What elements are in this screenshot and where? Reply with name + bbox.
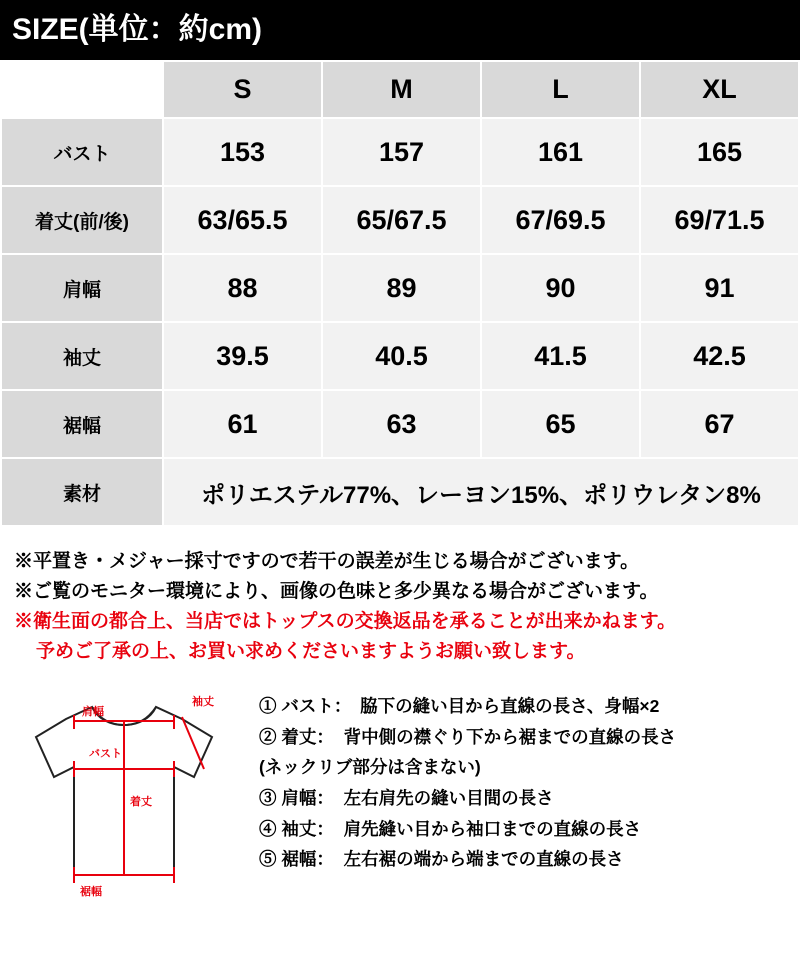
cell-length-l: 67/69.5 <box>481 186 640 254</box>
column-header-xl: XL <box>640 61 799 118</box>
diagram-label-shoulder: 肩幅 <box>82 706 104 719</box>
legend-list <box>249 685 800 875</box>
page-title-bar <box>0 0 800 60</box>
cell-length-s: 63/65.5 <box>163 186 322 254</box>
diagram-label-hem: 裾幅 <box>80 886 102 899</box>
table-row <box>1 186 799 254</box>
cell-bust-s: 153 <box>163 118 322 186</box>
measurement-guide <box>0 685 800 920</box>
cell-length-xl: 69/71.5 <box>640 186 799 254</box>
legend-item: ① バスト： 脇下の縫い目から直線の長さ、身幅×2 <box>259 696 660 717</box>
table-row-material <box>1 458 799 526</box>
row-label-hem: 裾幅 <box>1 390 163 458</box>
cell-sleeve-xl: 42.5 <box>640 322 799 390</box>
size-table <box>0 60 800 527</box>
column-header-s: S <box>163 61 322 118</box>
cell-material-value: ポリエステル77%、レーヨン15%、ポリウレタン8% <box>163 458 799 526</box>
row-label-bust: バスト <box>1 118 163 186</box>
page-title: SIZE(単位：約cm) <box>12 13 263 46</box>
legend-item: ⑤ 裾幅： 左右裾の端から端までの直線の長さ <box>259 849 624 870</box>
table-row <box>1 254 799 322</box>
cell-shoulder-m: 89 <box>322 254 481 322</box>
tshirt-diagram-svg <box>14 685 249 915</box>
legend-item: ② 着丈： 背中側の襟ぐり下から裾までの直線の長さ <box>259 726 677 747</box>
table-row <box>1 322 799 390</box>
cell-bust-xl: 165 <box>640 118 799 186</box>
cell-sleeve-l: 41.5 <box>481 322 640 390</box>
cell-sleeve-m: 40.5 <box>322 322 481 390</box>
table-corner-cell <box>1 61 163 118</box>
cell-length-m: 65/67.5 <box>322 186 481 254</box>
note-line: ※ご覧のモニター環境により、画像の色味と多少異なる場合がございます。 <box>14 581 659 603</box>
legend-item: ④ 袖丈： 肩先縫い目から袖口までの直線の長さ <box>259 818 642 839</box>
diagram-label-sleeve: 袖丈 <box>192 696 214 709</box>
table-row <box>1 390 799 458</box>
cell-hem-xl: 67 <box>640 390 799 458</box>
note-line: 予めご了承の上、お買い求めくださいますようお願い致します。 <box>36 641 586 663</box>
cell-bust-m: 157 <box>322 118 481 186</box>
row-label-sleeve: 袖丈 <box>1 322 163 390</box>
diagram-label-length: 着丈 <box>130 796 152 809</box>
notes-block <box>0 547 800 667</box>
cell-hem-l: 65 <box>481 390 640 458</box>
table-row <box>1 118 799 186</box>
row-label-shoulder: 肩幅 <box>1 254 163 322</box>
row-label-length: 着丈(前/後) <box>1 186 163 254</box>
diagram-label-bust: バスト <box>89 748 122 761</box>
table-header-row <box>1 61 799 118</box>
column-header-l: L <box>481 61 640 118</box>
legend-item: (ネックリブ部分は含まない) <box>259 757 481 778</box>
note-line: ※衛生面の都合上、当店ではトップスの交換返品を承ることが出来かねます。 <box>14 611 677 633</box>
cell-shoulder-l: 90 <box>481 254 640 322</box>
tshirt-diagram <box>14 685 249 920</box>
cell-shoulder-xl: 91 <box>640 254 799 322</box>
cell-hem-s: 61 <box>163 390 322 458</box>
legend-item: ③ 肩幅： 左右肩先の縫い目間の長さ <box>259 787 554 808</box>
cell-hem-m: 63 <box>322 390 481 458</box>
column-header-m: M <box>322 61 481 118</box>
cell-shoulder-s: 88 <box>163 254 322 322</box>
row-label-material: 素材 <box>1 458 163 526</box>
note-line: ※平置き・メジャー採寸ですので若干の誤差が生じる場合がございます。 <box>14 551 640 572</box>
cell-bust-l: 161 <box>481 118 640 186</box>
cell-sleeve-s: 39.5 <box>163 322 322 390</box>
